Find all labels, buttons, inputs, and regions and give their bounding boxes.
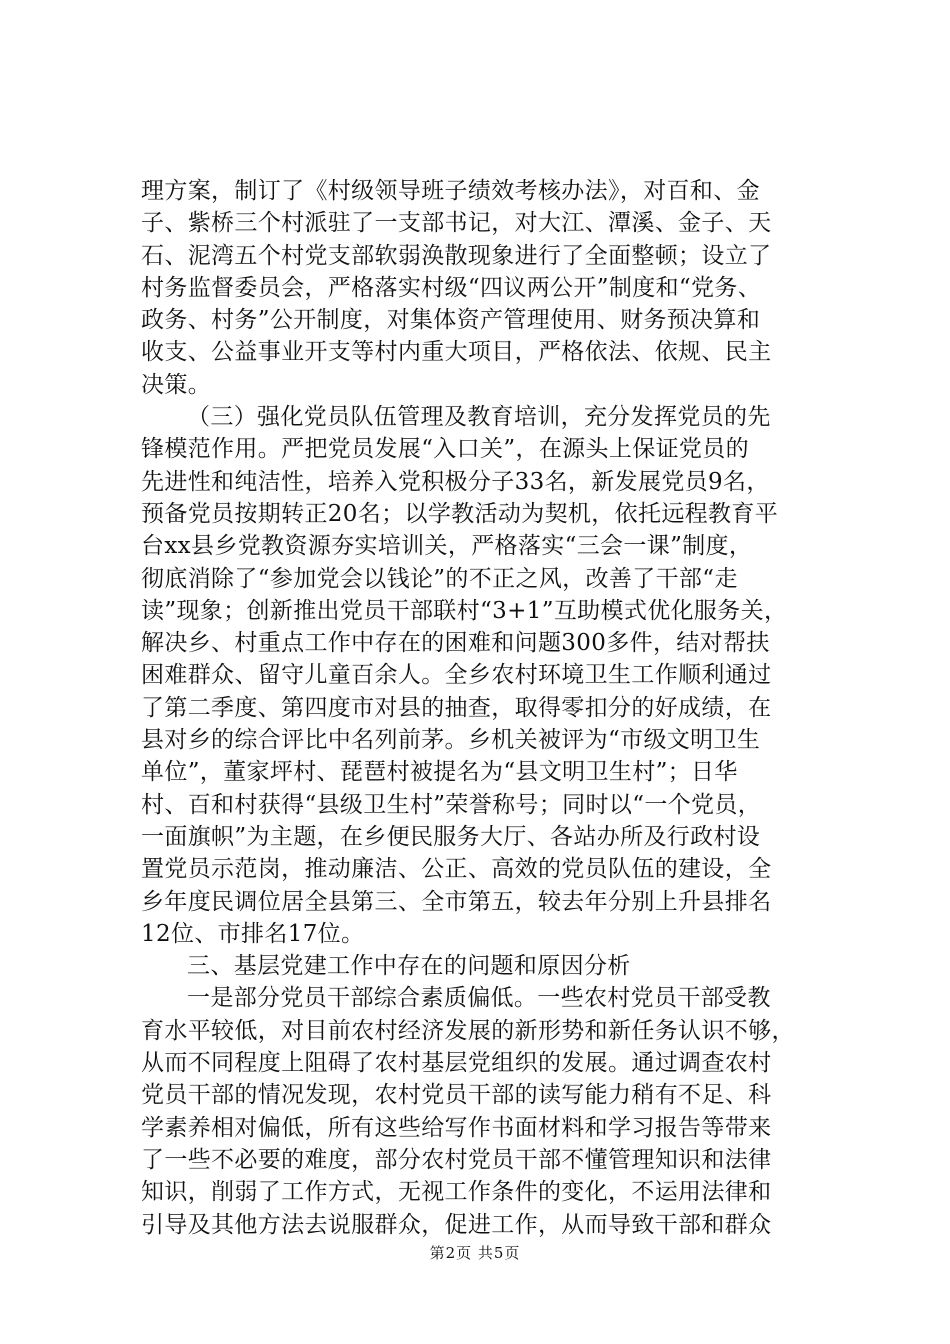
text-line: 村、百和村获得“县级卫生村”荣誉称号；同时以“一个党员， — [141, 791, 762, 818]
text-line: 知识，削弱了工作方式，无视工作条件的变化，不运用法律和 — [141, 1179, 772, 1206]
text-line: 一面旗帜”为主题，在乡便民服务大厅、各站办所及行政村设 — [141, 823, 761, 850]
text-line: 置党员示范岗，推动廉洁、公正、高效的党员队伍的建设，全 — [141, 856, 772, 883]
text-line: 单位”，董家坪村、琵琶村被提名为“县文明卫生村”；日华 — [141, 759, 738, 786]
text-line: 彻底消除了“参加党会以钱论”的不正之风，改善了干部“走 — [141, 565, 738, 592]
section-heading: 三、基层党建工作中存在的问题和原因分析 — [187, 953, 631, 980]
text-line: 县对乡的综合评比中名列前茅。乡机关被评为“市级文明卫生 — [141, 727, 761, 754]
text-line: 引导及其他方法去说服群众，促进工作，从而导致干部和群众 — [141, 1211, 772, 1238]
text-line: 石、泥湾五个村党支部软弱涣散现象进行了全面整顿；设立了 — [141, 242, 772, 269]
text-line: 党员干部的情况发现，农村党员干部的读写能力稍有不足、科 — [141, 1082, 772, 1109]
paragraph-start-line: 一是部分党员干部综合素质偏低。一些农村党员干部受教 — [187, 985, 771, 1012]
section-heading-line: （三）强化党员队伍管理及教育培训，充分发挥党员的先 — [187, 404, 771, 431]
text-line: 台xx县乡党教资源夯实培训关，严格落实“三会一课”制度， — [141, 533, 753, 560]
text-line: 收支、公益事业开支等村内重大项目，严格依法、依规、民主 — [141, 339, 772, 366]
text-line: 育水平较低，对目前农村经济发展的新形势和新任务认识不够， — [141, 1017, 795, 1044]
text-line: 12位、市排名17位。 — [141, 920, 365, 947]
text-line: 预备党员按期转正20名；以学教活动为契机，依托远程教育平 — [141, 500, 779, 527]
text-line: 乡年度民调位居全县第三、全市第五，较去年分别上升县排名 — [141, 888, 772, 915]
text-line: 村务监督委员会，严格落实村级“四议两公开”制度和“党务、 — [141, 274, 762, 301]
text-line: 学素养相对偏低，所有这些给写作书面材料和学习报告等带来 — [141, 1114, 772, 1141]
body-text — [141, 175, 833, 1241]
page-footer: 第2页 共5页 — [429, 1244, 521, 1262]
text-line: 了第二季度、第四度市对县的抽查，取得零扣分的好成绩，在 — [141, 694, 772, 721]
text-line: 困难群众、留守儿童百余人。全乡农村环境卫生工作顺利通过 — [141, 662, 772, 689]
text-line: 从而不同程度上阻碍了农村基层党组织的发展。通过调查农村 — [141, 1050, 772, 1077]
text-line: 读”现象；创新推出党员干部联村“3+1”互助模式优化服务关， — [141, 597, 788, 624]
text-line: 解决乡、村重点工作中存在的困难和问题300多件，结对帮扶 — [141, 630, 770, 657]
text-line: 先进性和纯洁性，培养入党积极分子33名，新发展党员9名， — [141, 468, 770, 495]
text-line: 子、紫桥三个村派驻了一支部书记，对大江、潭溪、金子、天 — [141, 210, 772, 237]
text-line: 政务、村务”公开制度，对集体资产管理使用、财务预决算和 — [141, 307, 761, 334]
text-line: 了一些不必要的难度，部分农村党员干部不懂管理知识和法律 — [141, 1146, 772, 1173]
text-line: 理方案，制订了《村级领导班子绩效考核办法》，对百和、金 — [141, 178, 760, 204]
text-line: 决策。 — [141, 371, 212, 398]
text-line: 锋模范作用。严把党员发展“入口关”，在源头上保证党员的 — [141, 436, 749, 463]
